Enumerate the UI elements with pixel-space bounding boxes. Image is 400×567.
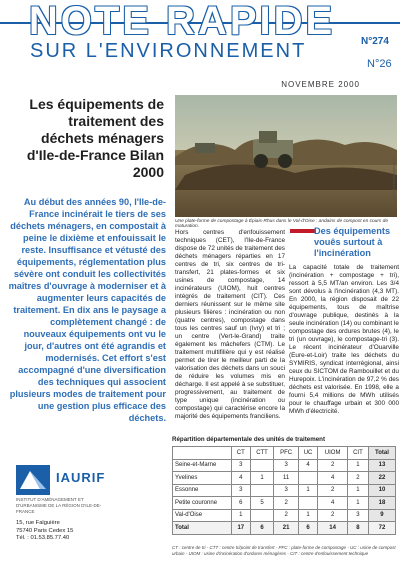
newsletter-title: NOTE RAPIDE — [28, 4, 336, 38]
table-column-header: Total — [368, 447, 395, 460]
table-column-header: PFC — [274, 447, 298, 460]
issue-number: N°274 — [361, 36, 389, 47]
newsletter-subtitle: SUR L'ENVIRONNEMENT — [30, 40, 307, 62]
table-row — [173, 522, 396, 535]
table-cell: 2 — [274, 497, 298, 510]
table-cell: 5 — [250, 497, 274, 510]
table-cell: 22 — [368, 472, 395, 485]
table-cell: 17 — [232, 522, 251, 535]
table-cell: 3 — [232, 484, 251, 497]
table-cell: 1 — [347, 459, 368, 472]
table-cell — [298, 497, 318, 510]
table-cell: 6 — [250, 522, 274, 535]
table-cell: 21 — [274, 522, 298, 535]
table-row — [173, 472, 396, 485]
table-cell: 6 — [232, 497, 251, 510]
body-column-1: Hors centres d'enfouissement techniques (CET), l'Ile-de-France dispose de 72 unités de traitement des déchets ménagers réparties en 17 centres de tri, six centres de tri-transfert, 21 plates-formes et six usines de compostage, 14 incinérateurs (UIOM), huit centres intégrés de traitement (CIT). Ces derniers réunissent sur le même site plusieurs filières : incinération ou non (quatre centres), compostage dans tous les centres sauf un (Ivry) et tri ; un centre (Vert-le-Grand) traite également les mâchefers (CTM). Le traitement multifilière qui y est réalisé permet de tirer le meilleur parti de la valorisation des déchets dans un souci de réduire les volumes mis en décharge. Il est appelé à se substituer, progressivement, au traitement de type unique (incinération ou compostage) qui caractérise encore la majorité des équipements franciliens. — [175, 229, 285, 420]
table-cell: 1 — [347, 484, 368, 497]
table-cell: 14 — [318, 522, 348, 535]
table-cell: 10 — [368, 484, 395, 497]
table-cell: 2 — [347, 472, 368, 485]
table-cell: 18 — [368, 497, 395, 510]
table-cell: 3 — [232, 459, 251, 472]
table-cell: 2 — [318, 459, 348, 472]
table-row-label: Essonne — [173, 484, 232, 497]
address-line: 15, rue Falguière — [16, 520, 60, 526]
table-cell: 3 — [274, 484, 298, 497]
address-line: 75740 Paris Cedex 15 — [16, 527, 74, 534]
treatment-units-table — [172, 446, 396, 535]
table-row-label: Total — [173, 522, 232, 535]
table-column-header: UC — [298, 447, 318, 460]
article-title: Les équipements de traitement des déchets ménagers d'Ile-de-France Bilan 2000 — [26, 96, 164, 180]
table-row-label: Val-d'Oise — [173, 509, 232, 522]
table-row — [173, 509, 396, 522]
table-cell: 4 — [318, 497, 348, 510]
iaurif-logo-icon — [16, 465, 50, 495]
table-cell: 4 — [232, 472, 251, 485]
table-column-header: UIOM — [318, 447, 348, 460]
table-header-row — [173, 447, 396, 460]
table-cell: 1 — [347, 497, 368, 510]
table-column-header: CT — [232, 447, 251, 460]
table-note: CT : centre de tri - CTT : centre tri/point de transfert - PFC : plate-forme de compostage - UC : usine de compost urbain - UIOM : usine d'incinération d'ordures ménagères - CIT : centre d'enfouissement technique — [172, 545, 396, 556]
table-cell: 72 — [368, 522, 395, 535]
address-line: Tél. : 01.53.85.77.40 — [16, 535, 70, 541]
table-cell: 6 — [298, 522, 318, 535]
logo-tagline: INSTITUT D'AMÉNAGEMENT ET D'URBANISME DE LA RÉGION D'ILE-DE-FRANCE — [16, 497, 102, 514]
table-cell: 3 — [274, 459, 298, 472]
table-cell: 4 — [318, 472, 348, 485]
table-row-label: Seine-et-Marne — [173, 459, 232, 472]
table-cell: 2 — [318, 484, 348, 497]
table-cell: 2 — [318, 509, 348, 522]
table-cell: 1 — [232, 509, 251, 522]
photo-credit — [391, 184, 396, 200]
table-cell: 1 — [298, 509, 318, 522]
table-row — [173, 484, 396, 497]
logo-name: IAURIF — [56, 470, 106, 485]
table-title: Répartition départementale des unités de traitement — [172, 436, 326, 443]
compost-site-photo — [175, 95, 397, 217]
table-cell — [250, 509, 274, 522]
table-cell: 13 — [368, 459, 395, 472]
table-row-label: Yvelines — [173, 472, 232, 485]
table-row — [173, 459, 396, 472]
table-cell — [250, 459, 274, 472]
env-issue-number: N°26 — [367, 58, 392, 70]
table-row — [173, 497, 396, 510]
table-cell: 2 — [274, 509, 298, 522]
article-intro: Au début des années 90, l'Ile-de-France incinérait le tiers de ses déchets ménagers, en compostait à peine le dixième et enfouissait le reste. Insuffisance et vétusté des équipements, réglementation plus sévère ont conduit les collectivités maîtres d'ouvrage à moderniser et à augmenter leurs capacités de traitement. En dix ans le paysage a complètement changé : de nouveaux équipements ont vu le jour, d'autres ont été agrandis et modernisés. Cet effort s'est accompagné d'une diversification des techniques qui associent plusieurs modes de traitement pour une gestion plus efficace des déchets. — [8, 197, 166, 423]
address-block — [16, 520, 126, 543]
issue-date: NOVEMBRE 2000 — [281, 80, 360, 89]
table-column-header: CIT — [347, 447, 368, 460]
table-column-header: CTT — [250, 447, 274, 460]
table-cell: 9 — [368, 509, 395, 522]
table-cell: 4 — [298, 459, 318, 472]
table-cell: 3 — [347, 509, 368, 522]
table-cell: 8 — [347, 522, 368, 535]
body-column-2: La capacité totale de traitement (incinération + compostage + tri), ressort à 5,5 MT/an environ. Les 3/4 sont dévolus à l'incinération (4,3 MT). En 2000, la région disposait de 22 équipements, tous de maîtrise d'ouvrage publique, destinés à la seule incinération (14) ou combinant le compostage des ordures brutes (4), le tri (un ouvrage), le compostage-tri (3). Le récent incinérateur d'Ouarville (Eure-et-Loir) traite les déchets du SYMIRIS, syndicat interrégional, ainsi ceux du SICTOM de Rambouillet et du Hurepoix. L'incinération de 97,2 % des déchets est valorisée. En 1998, elle a fourni 5,4 millions de MWh utilisés pour le chauffage urbain et 300 000 MWh d'électricité. — [289, 264, 399, 415]
table-column-header — [173, 447, 232, 460]
table-row-label: Petite couronne — [173, 497, 232, 510]
section-marker — [290, 229, 316, 233]
table-cell: 1 — [250, 472, 274, 485]
table-cell — [250, 484, 274, 497]
table-cell: 1 — [298, 484, 318, 497]
photo-caption: Une plate-forme de compostage à Épiais-Rhus dans le Val-d'Oise : andains de compost en cours de maturation. — [175, 219, 388, 229]
table-cell: 11 — [274, 472, 298, 485]
section-heading-text: Des équipements vouês surtout à l'incinération — [314, 226, 391, 258]
table-cell — [298, 472, 318, 485]
